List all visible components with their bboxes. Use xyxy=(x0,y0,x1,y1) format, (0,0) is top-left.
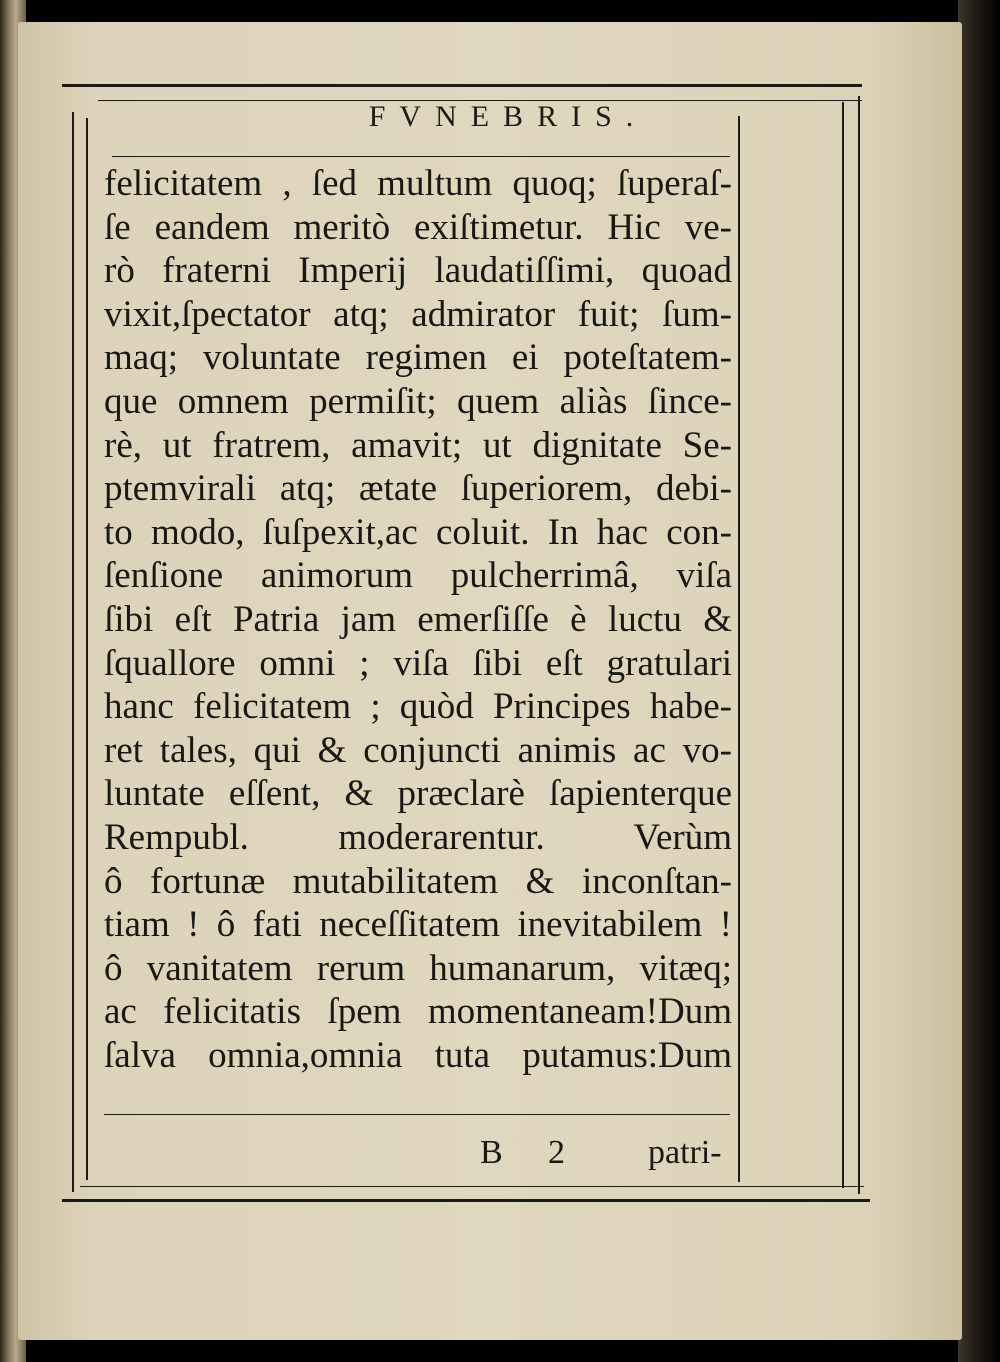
top-outer-rule xyxy=(62,84,862,87)
text-line: Rempubl. moderarentur. Verùm xyxy=(104,816,732,858)
text-line: ac felicitatis ſpem momentaneam!Dum xyxy=(104,991,732,1033)
text-line: ſenſione animorum pulcherrimâ, viſa xyxy=(104,555,732,597)
text-line: ſibi eſt Patria jam emerſiſſe è luctu & xyxy=(104,598,732,640)
text-line: ſquallore omni ; viſa ſibi eſt gratulari xyxy=(104,642,732,684)
text-line: ſalva omnia,omnia tuta putamus:Dum xyxy=(104,1034,732,1076)
text-line: felicitatem , ſed multum quoq; ſuperaſ- xyxy=(104,163,732,204)
text-line: vixit,ſpectator atq; admirator fuit; ſum- xyxy=(104,293,732,335)
text-line: luntate eſſent, & præclarè ſapienterque xyxy=(104,773,732,815)
running-title: FVNEBRIS. xyxy=(368,100,648,133)
left-outer-frame xyxy=(72,112,74,1192)
text-bottom-rule xyxy=(104,1114,730,1115)
bottom-outer-rule xyxy=(62,1199,870,1202)
book-edge xyxy=(958,0,1000,1362)
text-line: to modo, ſuſpexit,ac coluit. In hac con- xyxy=(104,511,732,553)
body-text xyxy=(104,162,732,1077)
signature-letter: B xyxy=(480,1134,503,1171)
page-footer xyxy=(480,1134,738,1174)
right-outermost-frame xyxy=(858,96,860,1194)
signature-number: 2 xyxy=(548,1134,565,1171)
right-outer-frame xyxy=(842,102,844,1188)
text-line: tiam ! ô fati neceſſitatem inevitabilem ! xyxy=(104,904,732,946)
text-line: rè, ut fratrem, amavit; ut dignitate Se- xyxy=(104,424,732,466)
text-line: ſe eandem meritò exiſtimetur. Hic ve- xyxy=(104,206,732,248)
text-line: ô fortunæ mutabilitatem & inconſtan- xyxy=(104,860,732,902)
text-line: ô vanitatem rerum humanarum, vitæq; xyxy=(104,947,732,989)
left-inner-frame xyxy=(86,118,88,1180)
catchword: patri- xyxy=(648,1134,722,1171)
right-inner-frame xyxy=(738,116,740,1182)
text-line: ret tales, qui & conjuncti animis ac vo- xyxy=(104,729,732,771)
text-line: hanc felicitatem ; quòd Principes habe- xyxy=(104,686,732,728)
text-line: maq; voluntate regimen ei poteſtatem- xyxy=(104,337,732,379)
text-line: que omnem permiſit; quem aliàs ſince- xyxy=(104,380,732,422)
text-line: rò fraterni Imperij laudatiſſimi, quoad xyxy=(104,250,732,292)
header-rule xyxy=(112,156,730,157)
bottom-inner-rule xyxy=(80,1186,864,1187)
text-line: ptemvirali atq; ætate ſuperiorem, debi- xyxy=(104,468,732,510)
